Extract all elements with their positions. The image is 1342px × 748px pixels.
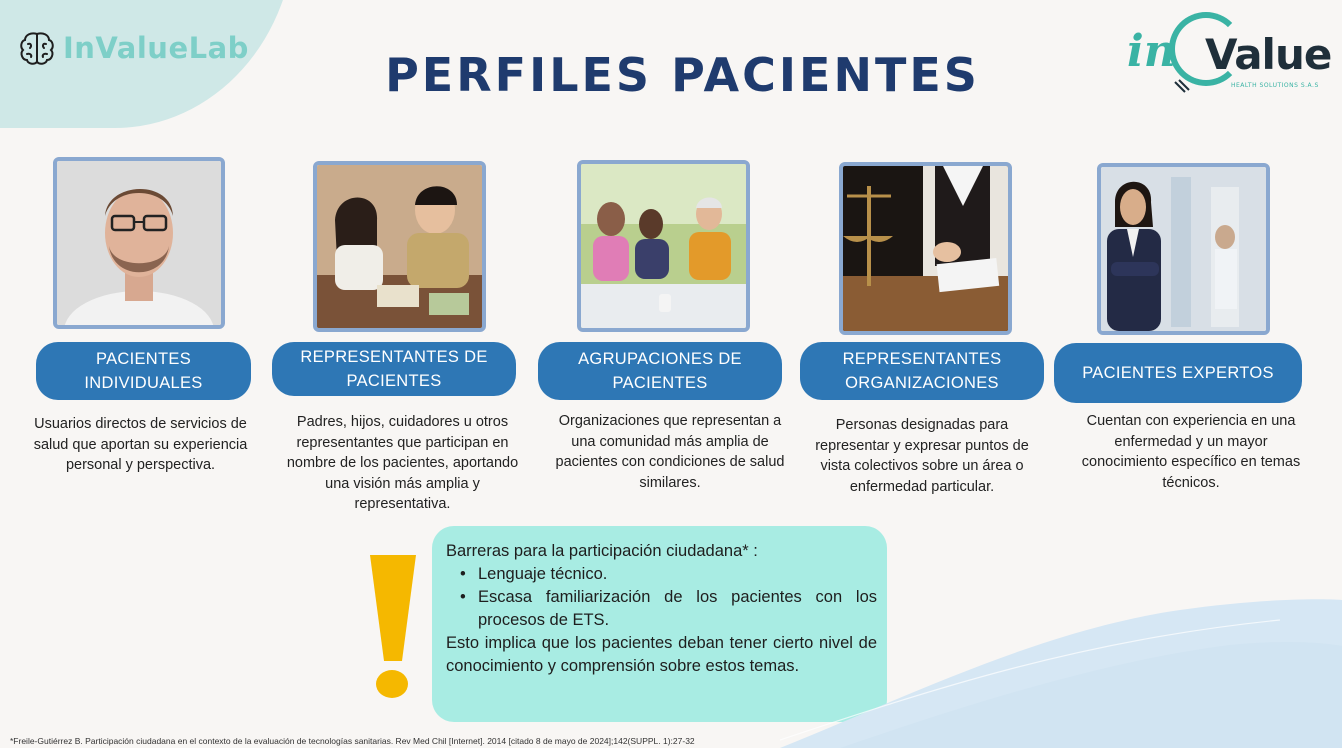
profile-desc-experts: Cuentan con experiencia en una enfermedad y un mayor conocimiento específico en temas técnicos. — [1081, 413, 1301, 491]
logo-tagline: HEALTH SOLUTIONS S.A.S — [1231, 82, 1319, 89]
citation-footnote: *Freile-Gutiérrez B. Participación ciudadana en el contexto de la evaluación de tecnologías sanitarias. Rev Med Chil [Internet]. 2014 [citado 8 de mayo de 2024];142(SUPPL. 1):27-32 — [10, 736, 695, 746]
exclamation-warning-icon — [368, 553, 418, 703]
photo-patient-groups — [577, 160, 750, 332]
photo-expert-patients — [1097, 163, 1270, 335]
barrier-item: • Lenguaje técnico. — [446, 563, 877, 586]
invalue-logo — [1127, 12, 1332, 97]
profile-label-individual: PACIENTES INDIVIDUALES — [36, 342, 251, 400]
photo-organization-representatives — [839, 162, 1012, 335]
logo-ticks-icon — [1173, 78, 1193, 96]
barriers-heading: Barreras para la participación ciudadana* : — [446, 542, 758, 560]
logo-prefix: in — [1127, 26, 1176, 77]
photo-patient-representatives — [313, 161, 486, 332]
profile-desc-representatives: Padres, hijos, cuidadores u otros representantes que participan en nombre de los pacientes, aportando una visión más amplia y representativa. — [286, 414, 519, 512]
profile-label-groups: AGRUPACIONES DE PACIENTES — [538, 342, 782, 400]
photo-individual-patient — [53, 157, 225, 329]
barrier-item: • Escasa familiarización de los pacientes con los procesos de ETS. — [446, 586, 877, 632]
page-title: PERFILES PACIENTES — [385, 48, 980, 102]
profile-label-representatives: REPRESENTANTES DE PACIENTES — [272, 342, 516, 396]
profile-label-experts: PACIENTES EXPERTOS — [1054, 343, 1302, 403]
decorative-wave — [780, 590, 1342, 748]
invaluelab-brand-text: InValueLab — [63, 31, 249, 65]
logo-name: Value — [1205, 30, 1332, 79]
barriers-conclusion: Esto implica que los pacientes deban tener cierto nivel de conocimiento y comprensión sobre estos temas. — [446, 634, 877, 675]
profile-desc-organizations: Personas designadas para representar y expresar puntos de vista colectivos sobre un área o enfermedad particular. — [815, 417, 1029, 495]
profile-label-organizations: REPRESENTANTES ORGANIZACIONES — [800, 342, 1044, 400]
profile-desc-groups: Organizaciones que representan a una comunidad más amplia de pacientes con condiciones de salud similares. — [555, 413, 785, 491]
profile-desc-individual: Usuarios directos de servicios de salud que aportan su experiencia personal y perspectiva. — [33, 416, 248, 473]
